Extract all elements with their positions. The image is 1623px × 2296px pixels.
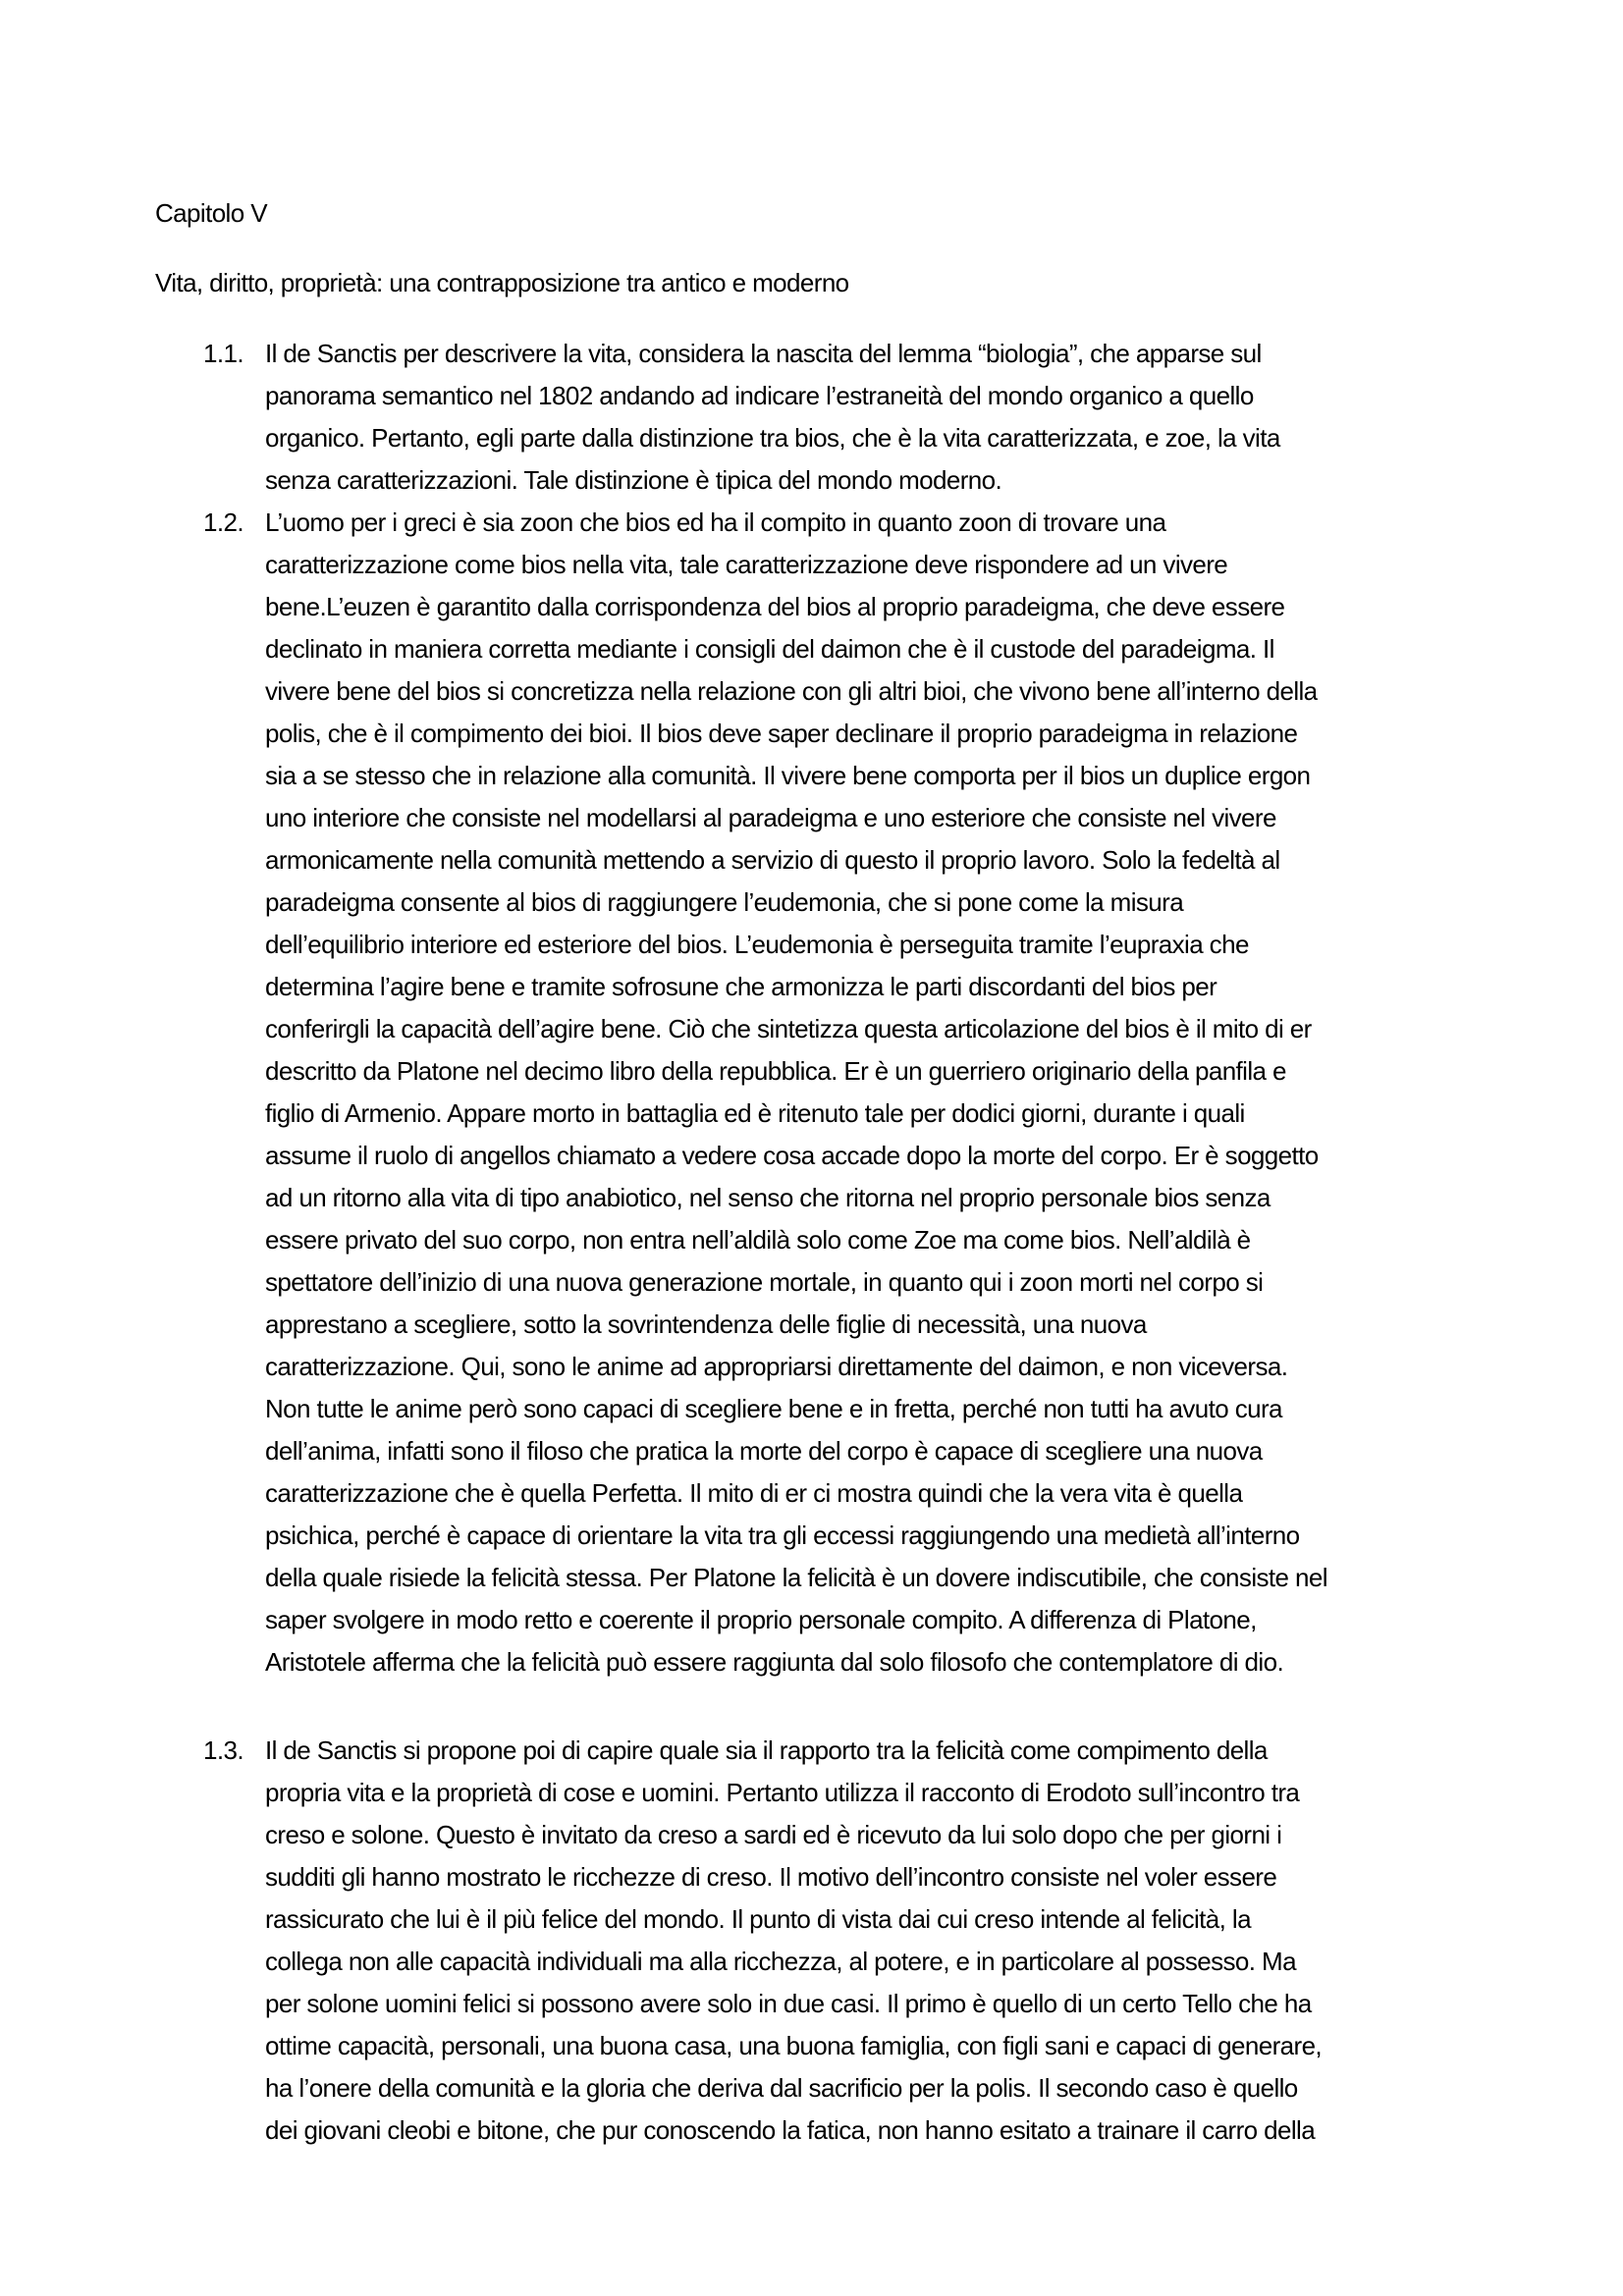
- text-line: paradeigma consente al bios di raggiungere l’eudemonia, che si pone come la misura: [265, 887, 1184, 917]
- text-line: Il de Sanctis si propone poi di capire quale sia il rapporto tra la felicità come compimento della: [265, 1735, 1268, 1765]
- text-line: determina l’agire bene e tramite sofrosune che armonizza le parti discordanti del bios per: [265, 972, 1217, 1001]
- text-line: della quale risiede la felicità stessa. Per Platone la felicità è un dovere indiscutibile, che consiste nel: [265, 1563, 1327, 1592]
- text-line: dell’equilibrio interiore ed esteriore del bios. L’eudemonia è perseguita tramite l’eupraxia che: [265, 930, 1249, 959]
- chapter-subtitle: Vita, diritto, proprietà: una contrapposizione tra antico e moderno: [155, 268, 849, 297]
- text-line: ad un ritorno alla vita di tipo anabiotico, nel senso che ritorna nel proprio personale bios senza: [265, 1183, 1271, 1212]
- list-item-number: 1.1.: [203, 339, 243, 368]
- text-line: descritto da Platone nel decimo libro della repubblica. Er è un guerriero originario della panfila e: [265, 1056, 1286, 1086]
- text-line: creso e solone. Questo è invitato da creso a sardi ed è ricevuto da lui solo dopo che per giorni i: [265, 1820, 1282, 1849]
- list-item-number: 1.2.: [203, 507, 243, 537]
- text-line: Il de Sanctis per descrivere la vita, considera la nascita del lemma “biologia”, che apparse sul: [265, 339, 1262, 368]
- list-item-text: [265, 502, 1327, 1683]
- text-line: ha l’onere della comunità e la gloria che deriva dal sacrificio per la polis. Il secondo caso è quello: [265, 2073, 1298, 2103]
- text-line: declinato in maniera corretta mediante i consigli del daimon che è il custode del paradeigma. Il: [265, 634, 1274, 664]
- text-line: vivere bene del bios si concretizza nella relazione con gli altri bioi, che vivono bene all’interno della: [265, 676, 1318, 706]
- text-line: psichica, perché è capace di orientare la vita tra gli eccessi raggiungendo una medietà all’interno: [265, 1521, 1300, 1550]
- text-line: dei giovani cleobi e bitone, che pur conoscendo la fatica, non hanno esitato a trainare il carro della: [265, 2115, 1316, 2145]
- text-line: saper svolgere in modo retto e coerente il proprio personale compito. A differenza di Platone,: [265, 1605, 1257, 1634]
- text-line: senza caratterizzazioni. Tale distinzione è tipica del mondo moderno.: [265, 465, 1002, 495]
- text-line: assume il ruolo di angellos chiamato a vedere cosa accade dopo la morte del corpo. Er è soggetto: [265, 1141, 1319, 1170]
- text-line: conferirgli la capacità dell’agire bene. Ciò che sintetizza questa articolazione del bios è il mito di er: [265, 1014, 1312, 1043]
- text-line: caratterizzazione che è quella Perfetta. Il mito di er ci mostra quindi che la vera vita è quella: [265, 1478, 1243, 1508]
- text-line: organico. Pertanto, egli parte dalla distinzione tra bios, che è la vita caratterizzata, e zoe, la vita: [265, 423, 1280, 453]
- list-item-number: 1.3.: [203, 1735, 243, 1765]
- list-item-text: [265, 1730, 1322, 2152]
- text-line: rassicurato che lui è il più felice del mondo. Il punto di vista dai cui creso intende al felicità, la: [265, 1904, 1251, 1934]
- text-line: armonicamente nella comunità mettendo a servizio di questo il proprio lavoro. Solo la fedeltà al: [265, 845, 1280, 875]
- text-line: sudditi gli hanno mostrato le ricchezze di creso. Il motivo dell’incontro consiste nel voler essere: [265, 1862, 1277, 1892]
- text-line: sia a se stesso che in relazione alla comunità. Il vivere bene comporta per il bios un duplice ergon: [265, 761, 1311, 790]
- text-line: caratterizzazione come bios nella vita, tale caratterizzazione deve rispondere ad un vivere: [265, 550, 1228, 579]
- text-line: spettatore dell’inizio di una nuova generazione mortale, in quanto qui i zoon morti nel corpo si: [265, 1267, 1264, 1297]
- text-line: caratterizzazione. Qui, sono le anime ad appropriarsi direttamente del daimon, e non viceversa.: [265, 1352, 1288, 1381]
- text-line: L’uomo per i greci è sia zoon che bios ed ha il compito in quanto zoon di trovare una: [265, 507, 1166, 537]
- text-line: uno interiore che consiste nel modellarsi al paradeigma e uno esteriore che consiste nel vivere: [265, 803, 1276, 832]
- text-line: dell’anima, infatti sono il filoso che pratica la morte del corpo è capace di scegliere una nuova: [265, 1436, 1263, 1466]
- text-line: panorama semantico nel 1802 andando ad indicare l’estraneità del mondo organico a quello: [265, 381, 1254, 410]
- text-line: propria vita e la proprietà di cose e uomini. Pertanto utilizza il racconto di Erodoto sull’incontro tra: [265, 1778, 1300, 1807]
- text-line: apprestano a scegliere, sotto la sovrintendenza delle figlie di necessità, una nuova: [265, 1309, 1147, 1339]
- text-line: figlio di Armenio. Appare morto in battaglia ed è ritenuto tale per dodici giorni, durante i quali: [265, 1098, 1245, 1128]
- text-line: collega non alle capacità individuali ma alla ricchezza, al potere, e in particolare al possesso. Ma: [265, 1947, 1296, 1976]
- text-line: per solone uomini felici si possono avere solo in due casi. Il primo è quello di un certo Tello che ha: [265, 1989, 1312, 2018]
- text-line: bene.L’euzen è garantito dalla corrispondenza del bios al proprio paradeigma, che deve essere: [265, 592, 1285, 621]
- list-item-text: [265, 333, 1280, 502]
- chapter-heading: Capitolo V: [155, 198, 267, 228]
- text-line: ottime capacità, personali, una buona casa, una buona famiglia, con figli sani e capaci di generare,: [265, 2031, 1323, 2060]
- text-line: polis, che è il compimento dei bioi. Il bios deve saper declinare il proprio paradeigma in relazione: [265, 719, 1298, 748]
- text-line: Non tutte le anime però sono capaci di scegliere bene e in fretta, perché non tutti ha avuto cura: [265, 1394, 1282, 1423]
- text-line: essere privato del suo corpo, non entra nell’aldilà solo come Zoe ma come bios. Nell’aldilà è: [265, 1225, 1251, 1255]
- text-line: Aristotele afferma che la felicità può essere raggiunta dal solo filosofo che contemplatore di dio.: [265, 1647, 1284, 1677]
